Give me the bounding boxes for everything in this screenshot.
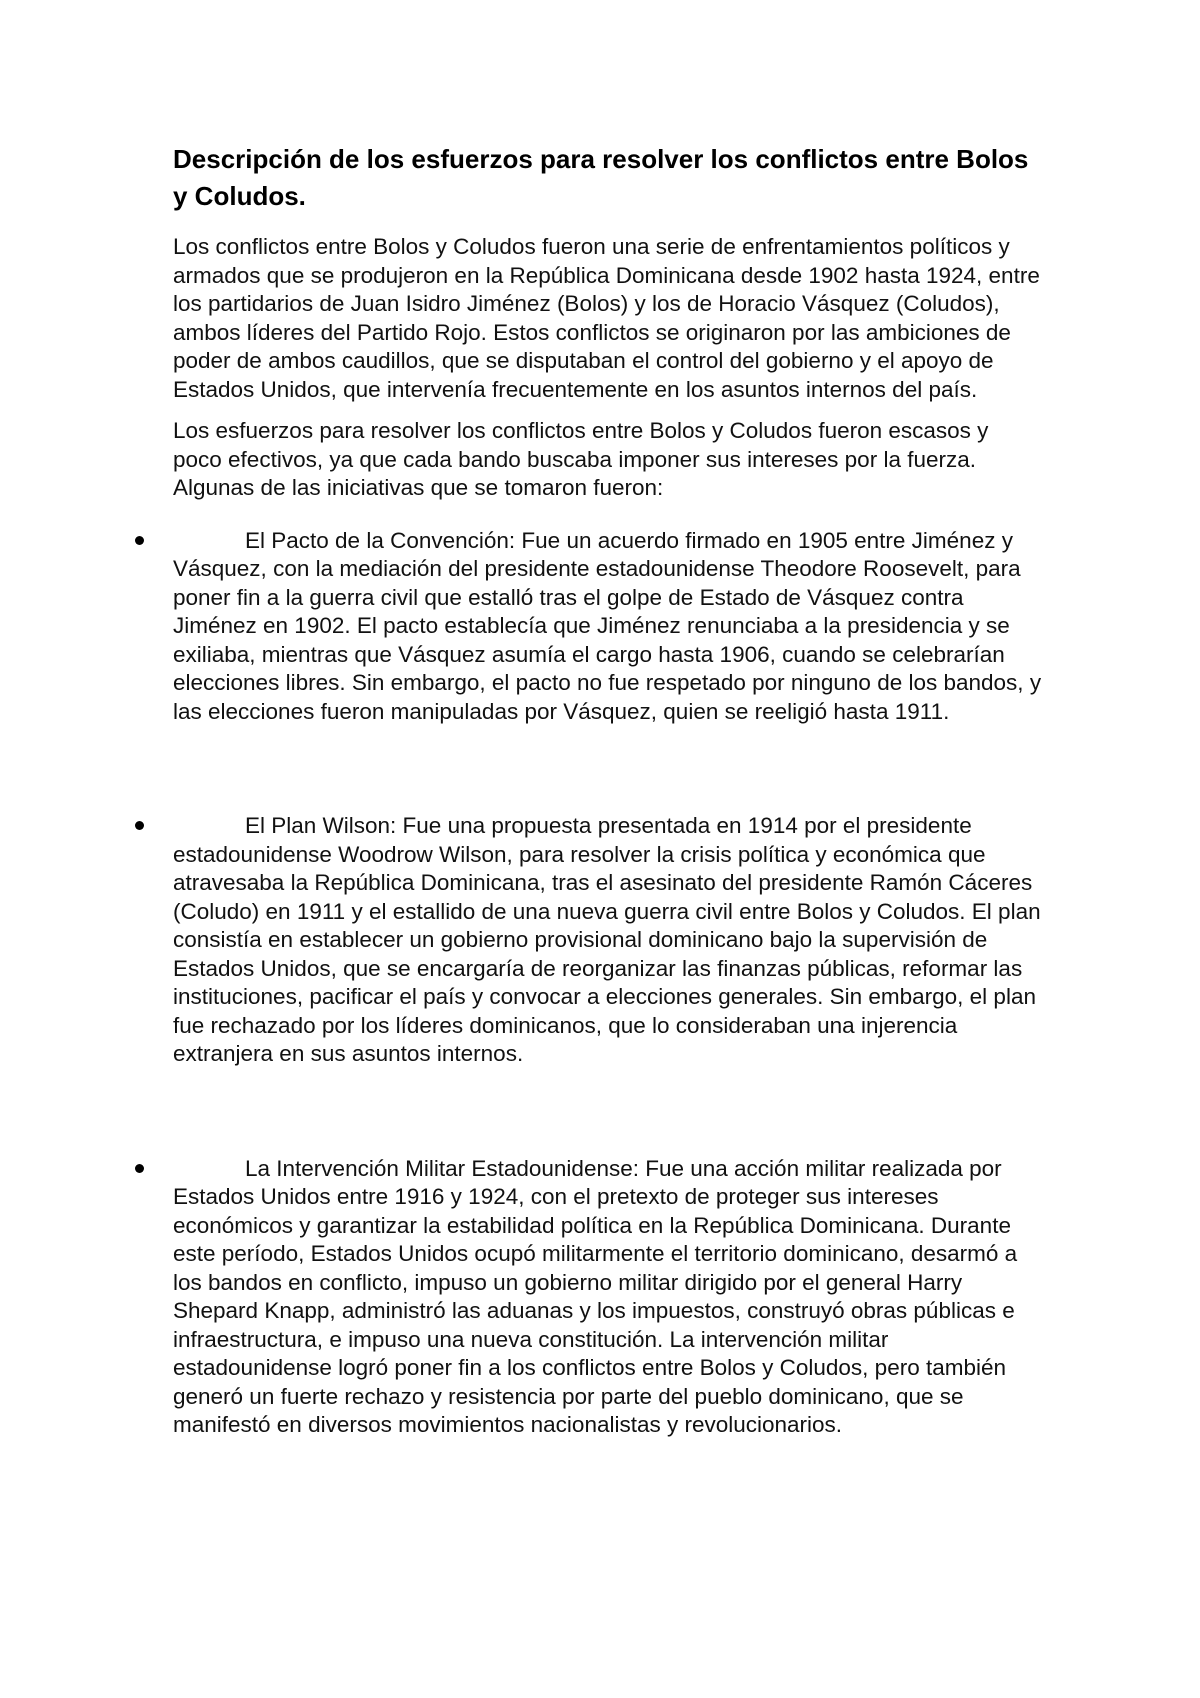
list-item-text: El Pacto de la Convención: Fue un acuerdo firmado en 1905 entre Jiménez y Vásquez, con la mediación del presidente estadounidense Theodore Roosevelt, para poner fin a la guerra civil que estalló tras el golpe de Estado de Vásquez contra Jiménez en 1902. El pacto establecía que Jiménez renunciaba a la presidencia y se exiliaba, mientras que Vásquez asumía el cargo hasta 1906, cuando se celebrarían elecciones libres. Sin embargo, el pacto no fue respetado por ninguno de los bandos, y las elecciones fueron manipuladas por Vásquez, quien se reeligió hasta 1911. xyxy=(173,527,1042,724)
bullet-icon xyxy=(135,1164,144,1173)
list-item xyxy=(173,527,1043,727)
bullet-icon xyxy=(135,821,144,830)
document-body xyxy=(173,141,1043,1440)
list-item-text: El Plan Wilson: Fue una propuesta presentada en 1914 por el presidente estadounidense Woodrow Wilson, para resolver la crisis política y económica que atravesaba la República Dominicana, tras el asesinato del presidente Ramón Cáceres (Coludo) en 1911 y el estallido de una nueva guerra civil entre Bolos y Coludos. El plan consistía en establecer un gobierno provisional dominicano bajo la supervisión de Estados Unidos, que se encargaría de reorganizar las finanzas públicas, reformar las instituciones, pacificar el país y convocar a elecciones generales. Sin embargo, el plan fue rechazado por los líderes dominicanos, que lo consideraban una injerencia extranjera en sus asuntos internos. xyxy=(173,813,1041,1066)
list-item xyxy=(173,1155,1043,1440)
intro-paragraph: Los conflictos entre Bolos y Coludos fueron una serie de enfrentamientos políticos y armados que se produjeron en la República Dominicana desde 1902 hasta 1924, entre los partidarios de Juan Isidro Jiménez (Bolos) y los de Horacio Vásquez (Coludos), ambos líderes del Partido Rojo. Estos conflictos se originaron por las ambiciones de poder de ambos caudillos, que se disputaban el control del gobierno y el apoyo de Estados Unidos, que intervenía frecuentemente en los asuntos internos del país. xyxy=(173,234,1040,402)
bullet-icon xyxy=(135,536,144,545)
document-title: Descripción de los esfuerzos para resolver los conflictos entre Bolos y Coludos. xyxy=(173,144,1029,211)
list-item-text: La Intervención Militar Estadounidense: Fue una acción militar realizada por Estados Unidos entre 1916 y 1924, con el pretexto de proteger sus intereses económicos y garantizar la estabilidad política en la República Dominicana. Durante este período, Estados Unidos ocupó militarmente el territorio dominicano, desarmó a los bandos en conflicto, impuso un gobierno militar dirigido por el general Harry Shepard Knapp, administró las aduanas y los impuestos, construyó obras públicas e infraestructura, e impuso una nueva constitución. La intervención militar estadounidense logró poner fin a los conflictos entre Bolos y Coludos, pero también generó un fuerte rechazo y resistencia por parte del pueblo dominicano, que se manifestó en diversos movimientos nacionalistas y revolucionarios. xyxy=(173,1155,1018,1437)
list-item xyxy=(173,812,1043,1069)
efforts-paragraph: Los esfuerzos para resolver los conflictos entre Bolos y Coludos fueron escasos y poco efectivos, ya que cada bando buscaba imponer sus intereses por la fuerza. Algunas de las iniciativas que se tomaron fueron: xyxy=(173,418,989,500)
initiatives-list xyxy=(173,527,1043,1440)
